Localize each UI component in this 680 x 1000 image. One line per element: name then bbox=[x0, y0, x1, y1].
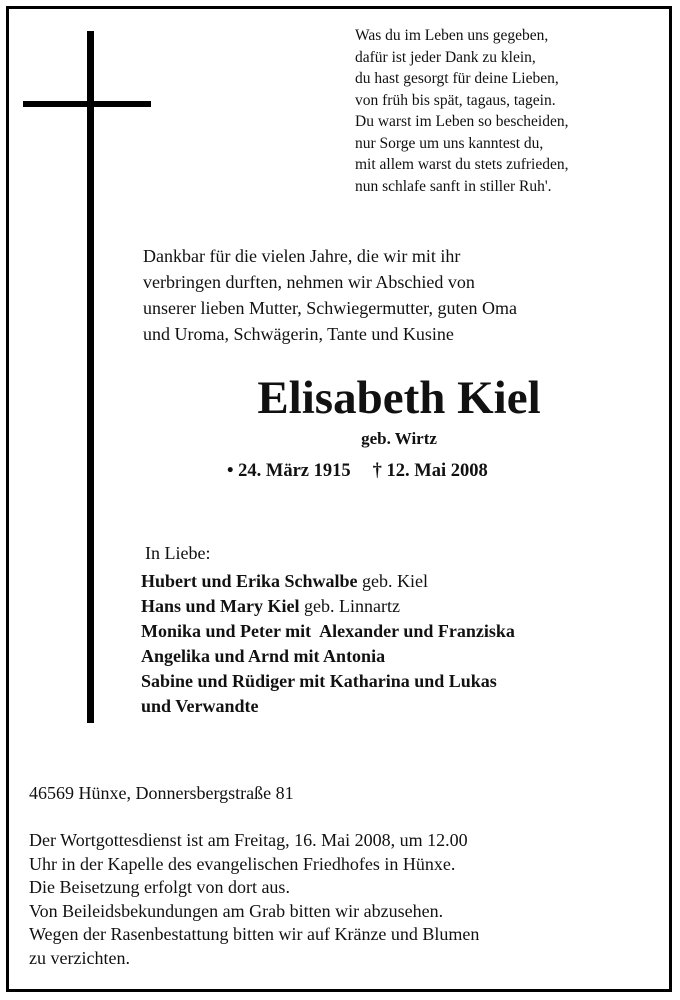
poem-line: dafür ist jeder Dank zu klein, bbox=[355, 48, 536, 66]
poem-line: nun schlafe sanft in stiller Ruh'. bbox=[355, 177, 552, 195]
deceased-name: Elisabeth Kiel bbox=[257, 372, 541, 424]
poem-line: von früh bis spät, tagaus, tagein. bbox=[355, 91, 556, 109]
intro-line: und Uroma, Schwägerin, Tante und Kusine bbox=[143, 324, 454, 344]
mourner-names: Monika und Peter mit Alexander und Franziska bbox=[141, 621, 515, 641]
mourner-names: Hans und Mary Kiel bbox=[141, 596, 300, 616]
poem bbox=[355, 25, 655, 197]
poem-line: mit allem warst du stets zufrieden, bbox=[355, 156, 569, 173]
list-item bbox=[141, 669, 671, 694]
list-item bbox=[141, 619, 671, 644]
notice-line: Wegen der Rasenbestattung bitten wir auf Kränze und Blumen bbox=[29, 924, 480, 944]
notice-line: Die Beisetzung erfolgt von dort aus. bbox=[29, 877, 290, 897]
death-date: † 12. Mai 2008 bbox=[372, 461, 488, 481]
mourner-names: Angelika und Arnd mit Antonia bbox=[141, 646, 386, 666]
mourner-suffix: geb. Linnartz bbox=[299, 596, 400, 616]
address: 46569 Hünxe, Donnersbergstraße 81 bbox=[29, 783, 294, 803]
mourner-suffix: geb. Kiel bbox=[357, 571, 429, 591]
notice-line: Uhr in der Kapelle des evangelischen Friedhofes in Hünxe. bbox=[29, 853, 456, 874]
list-item bbox=[141, 594, 671, 619]
poem-line: Du warst im Leben so bescheiden, bbox=[355, 113, 569, 130]
mourner-names: Hubert und Erika Schwalbe bbox=[141, 571, 358, 591]
list-item bbox=[141, 569, 671, 594]
intro-line: Dankbar für die vielen Jahre, die wir mit ihr bbox=[143, 246, 461, 266]
poem-line: Was du im Leben uns gegeben, bbox=[355, 27, 549, 44]
birth-name: geb. Wirtz bbox=[361, 429, 437, 448]
notice-line: zu verzichten. bbox=[29, 947, 130, 968]
poem-line: du hast gesorgt für deine Lieben, bbox=[355, 70, 559, 87]
cross-icon-crossbar bbox=[23, 101, 151, 107]
service-notice bbox=[29, 829, 669, 970]
obituary-notice bbox=[6, 6, 672, 992]
intro-text bbox=[143, 243, 663, 347]
intro-line: unserer lieben Mutter, Schwiegermutter, guten Oma bbox=[143, 298, 517, 318]
mourners-heading: In Liebe: bbox=[145, 543, 211, 563]
mourner-names: und Verwandte bbox=[141, 696, 259, 716]
mourner-names: Sabine und Rüdiger mit Katharina und Lukas bbox=[141, 671, 497, 691]
intro-line: verbringen durften, nehmen wir Abschied von bbox=[143, 272, 475, 292]
life-dates bbox=[227, 461, 647, 482]
mourners-list bbox=[141, 569, 671, 719]
list-item bbox=[141, 644, 671, 669]
list-item bbox=[141, 694, 671, 719]
notice-line: Der Wortgottesdienst ist am Freitag, 16. Mai 2008, um 12.00 bbox=[29, 830, 468, 850]
birth-date: • 24. März 1915 bbox=[227, 461, 351, 481]
notice-line: Von Beileidsbekundungen am Grab bitten wir abzusehen. bbox=[29, 900, 444, 921]
poem-line: nur Sorge um uns kanntest du, bbox=[355, 134, 544, 152]
